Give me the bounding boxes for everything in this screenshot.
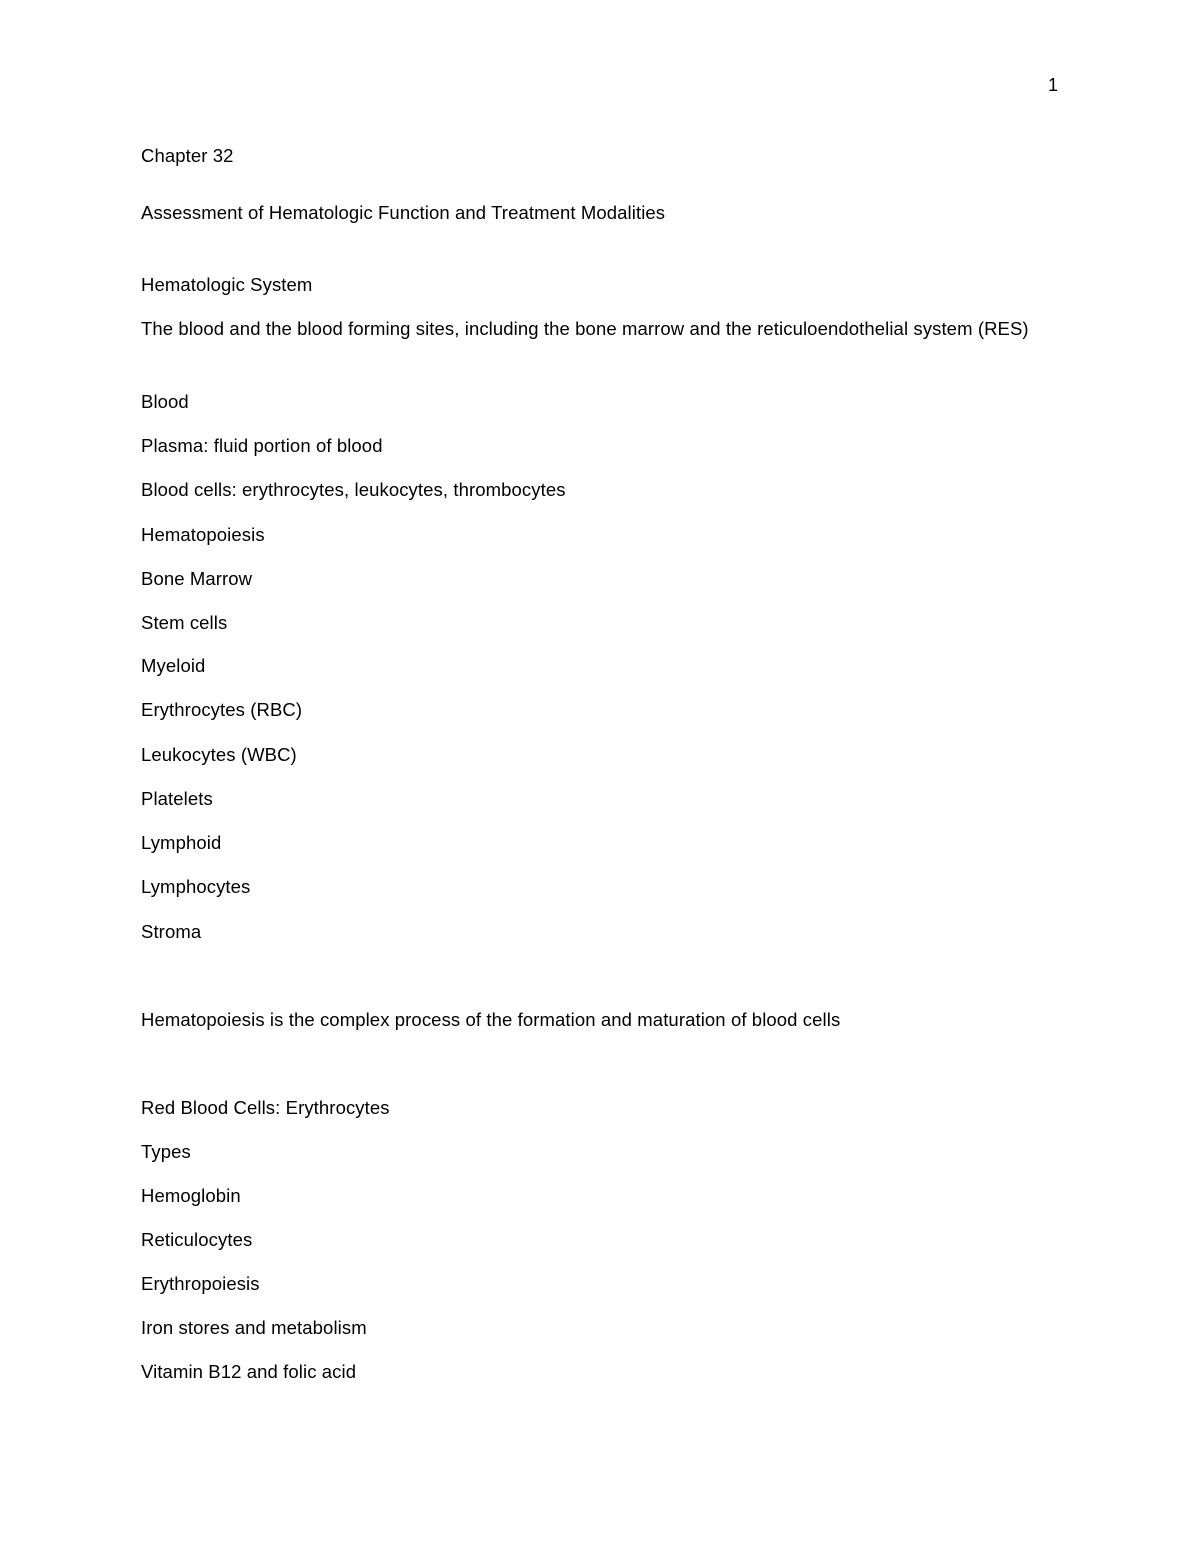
list-item: Platelets [141,788,213,809]
list-item: Plasma: fluid portion of blood [141,435,383,456]
list-item: Hematopoiesis [141,524,265,545]
list-item: Stroma [141,921,202,942]
hematologic-system-definition: The blood and the blood forming sites, including the bone marrow and the reticuloendothelial system (RES) [141,318,1029,339]
list-item: Types [141,1141,191,1162]
list-item: Erythropoiesis [141,1273,260,1294]
list-item: Vitamin B12 and folic acid [141,1361,357,1382]
list-item: Hemoglobin [141,1185,241,1206]
list-item: Blood [141,391,189,412]
list-item: Reticulocytes [141,1229,253,1250]
hematopoiesis-statement: Hematopoiesis is the complex process of the formation and maturation of blood cells [141,1009,841,1030]
page-number: 1 [1047,75,1058,95]
chapter-label: Chapter 32 [141,145,234,166]
list-item: Lymphoid [141,832,222,853]
list-item: Iron stores and metabolism [141,1317,367,1338]
list-item: Lymphocytes [141,876,251,897]
document-title: Assessment of Hematologic Function and Treatment Modalities [141,202,666,223]
list-item: Erythrocytes (RBC) [141,699,303,720]
section-heading-red-blood-cells: Red Blood Cells: Erythrocytes [141,1097,390,1118]
list-item: Bone Marrow [141,568,253,589]
list-item: Stem cells [141,612,228,633]
list-item: Leukocytes (WBC) [141,744,297,765]
list-item: Myeloid [141,655,206,676]
list-item: Blood cells: erythrocytes, leukocytes, thrombocytes [141,479,566,500]
section-heading-hematologic-system: Hematologic System [141,274,313,295]
